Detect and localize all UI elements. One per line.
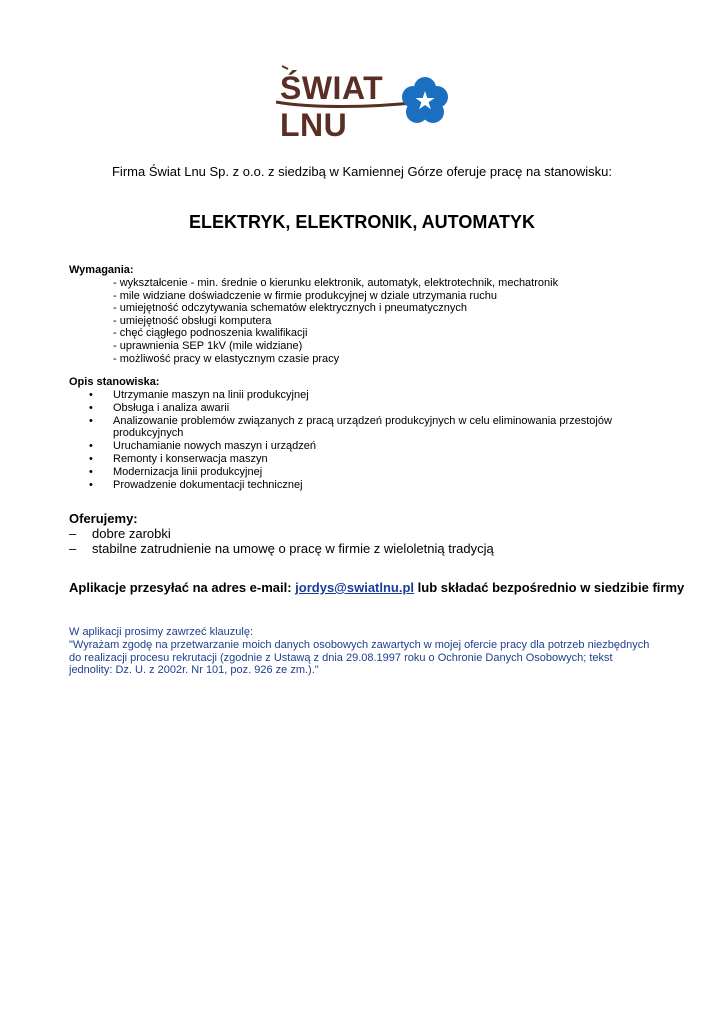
- bullet-icon: •: [89, 440, 93, 453]
- list-item: • Utrzymanie maszyn na linii produkcyjnej: [89, 389, 309, 401]
- email-link[interactable]: jordys@swiatlnu.pl: [295, 580, 415, 595]
- list-item: - uprawnienia SEP 1kV (mile widziane): [113, 339, 303, 352]
- list-item: • Prowadzenie dokumentacji technicznej: [89, 478, 303, 491]
- bullet-icon: •: [89, 465, 93, 478]
- logo-text: ŚWIAT LNU: [280, 70, 384, 143]
- requirements-list: [69, 277, 558, 365]
- apply-prefix: Aplikacje przesyłać na adres e-mail:: [69, 580, 296, 595]
- intro-text: Firma Świat Lnu Sp. z o.o. z siedzibą w Kamiennej Górze oferuje pracę na stanowisku:: [111, 164, 613, 179]
- list-item: • Obsługa i analiza awarii: [89, 401, 230, 414]
- description-list: [69, 389, 633, 491]
- clause-text: "Wyrażam zgodę na przetwarzanie moich danych osobowych zawartych w mojej ofercie pracy dla potrzeb niezbędnych do realizacji procesu rekrutacji (zgodnie z Ustawą z dnia 29.08.1997 roku o Ochronie Danych Osobowych; tekst jednolity: Dz. U. z 2002r. Nr 101, poz. 926 ze zm.).": [69, 638, 650, 677]
- clause-intro: W aplikacji prosimy zawrzeć klauzulę:: [69, 626, 253, 638]
- apply-suffix: lub składać bezpośrednio w siedzibie firmy: [414, 580, 685, 595]
- requirements-section: [69, 264, 558, 365]
- dash-icon: –: [69, 541, 77, 556]
- list-item: • Modernizacja linii produkcyjnej: [89, 465, 263, 478]
- bullet-icon: •: [89, 389, 93, 401]
- list-item: - umiejętność obsługi komputera: [113, 314, 272, 327]
- bullet-icon: •: [89, 478, 93, 491]
- bullet-icon: •: [89, 401, 93, 414]
- description-heading: Opis stanowiska:: [69, 376, 160, 388]
- list-item: - umiejętność odczytywania schematów elektrycznych i pneumatycznych: [113, 302, 467, 315]
- list-item: - mile widziane doświadczenie w firmie produkcyjnej w dziale utrzymania ruchu: [113, 289, 497, 302]
- flax-flower-icon: [400, 76, 450, 126]
- list-item: - chęć ciągłego podnoszenia kwalifikacji: [113, 327, 308, 340]
- bullet-icon: •: [89, 414, 93, 427]
- job-title: ELEKTRYK, ELEKTRONIK, AUTOMATYK: [189, 212, 535, 232]
- list-item: - możliwość pracy w elastycznym czasie pracy: [113, 352, 340, 365]
- company-logo: [270, 62, 450, 143]
- description-section: [69, 376, 633, 491]
- requirements-heading: Wymagania:: [69, 264, 134, 276]
- dash-icon: –: [69, 526, 77, 541]
- apply-line: [69, 580, 684, 595]
- list-item: • Analizowanie problemów związanych z pracą urządzeń produkcyjnych w celu eliminowania przestojów produkcyjnych: [89, 414, 612, 440]
- offer-heading: Oferujemy:: [69, 511, 138, 526]
- gdpr-clause: [69, 626, 659, 677]
- list-item: - wykształcenie - min. średnie o kierunku elektronik, automatyk, elektrotechnik, mechatronik: [113, 277, 559, 289]
- offer-list: [69, 526, 494, 556]
- offer-section: [69, 511, 494, 556]
- list-item: • Remonty i konserwacja maszyn: [89, 452, 268, 465]
- bullet-icon: •: [89, 452, 93, 465]
- list-item: – dobre zarobki: [69, 526, 171, 541]
- list-item: • Uruchamianie nowych maszyn i urządzeń: [89, 440, 316, 453]
- list-item: – stabilne zatrudnienie na umowę o pracę w firmie z wieloletnią tradycją: [69, 541, 494, 556]
